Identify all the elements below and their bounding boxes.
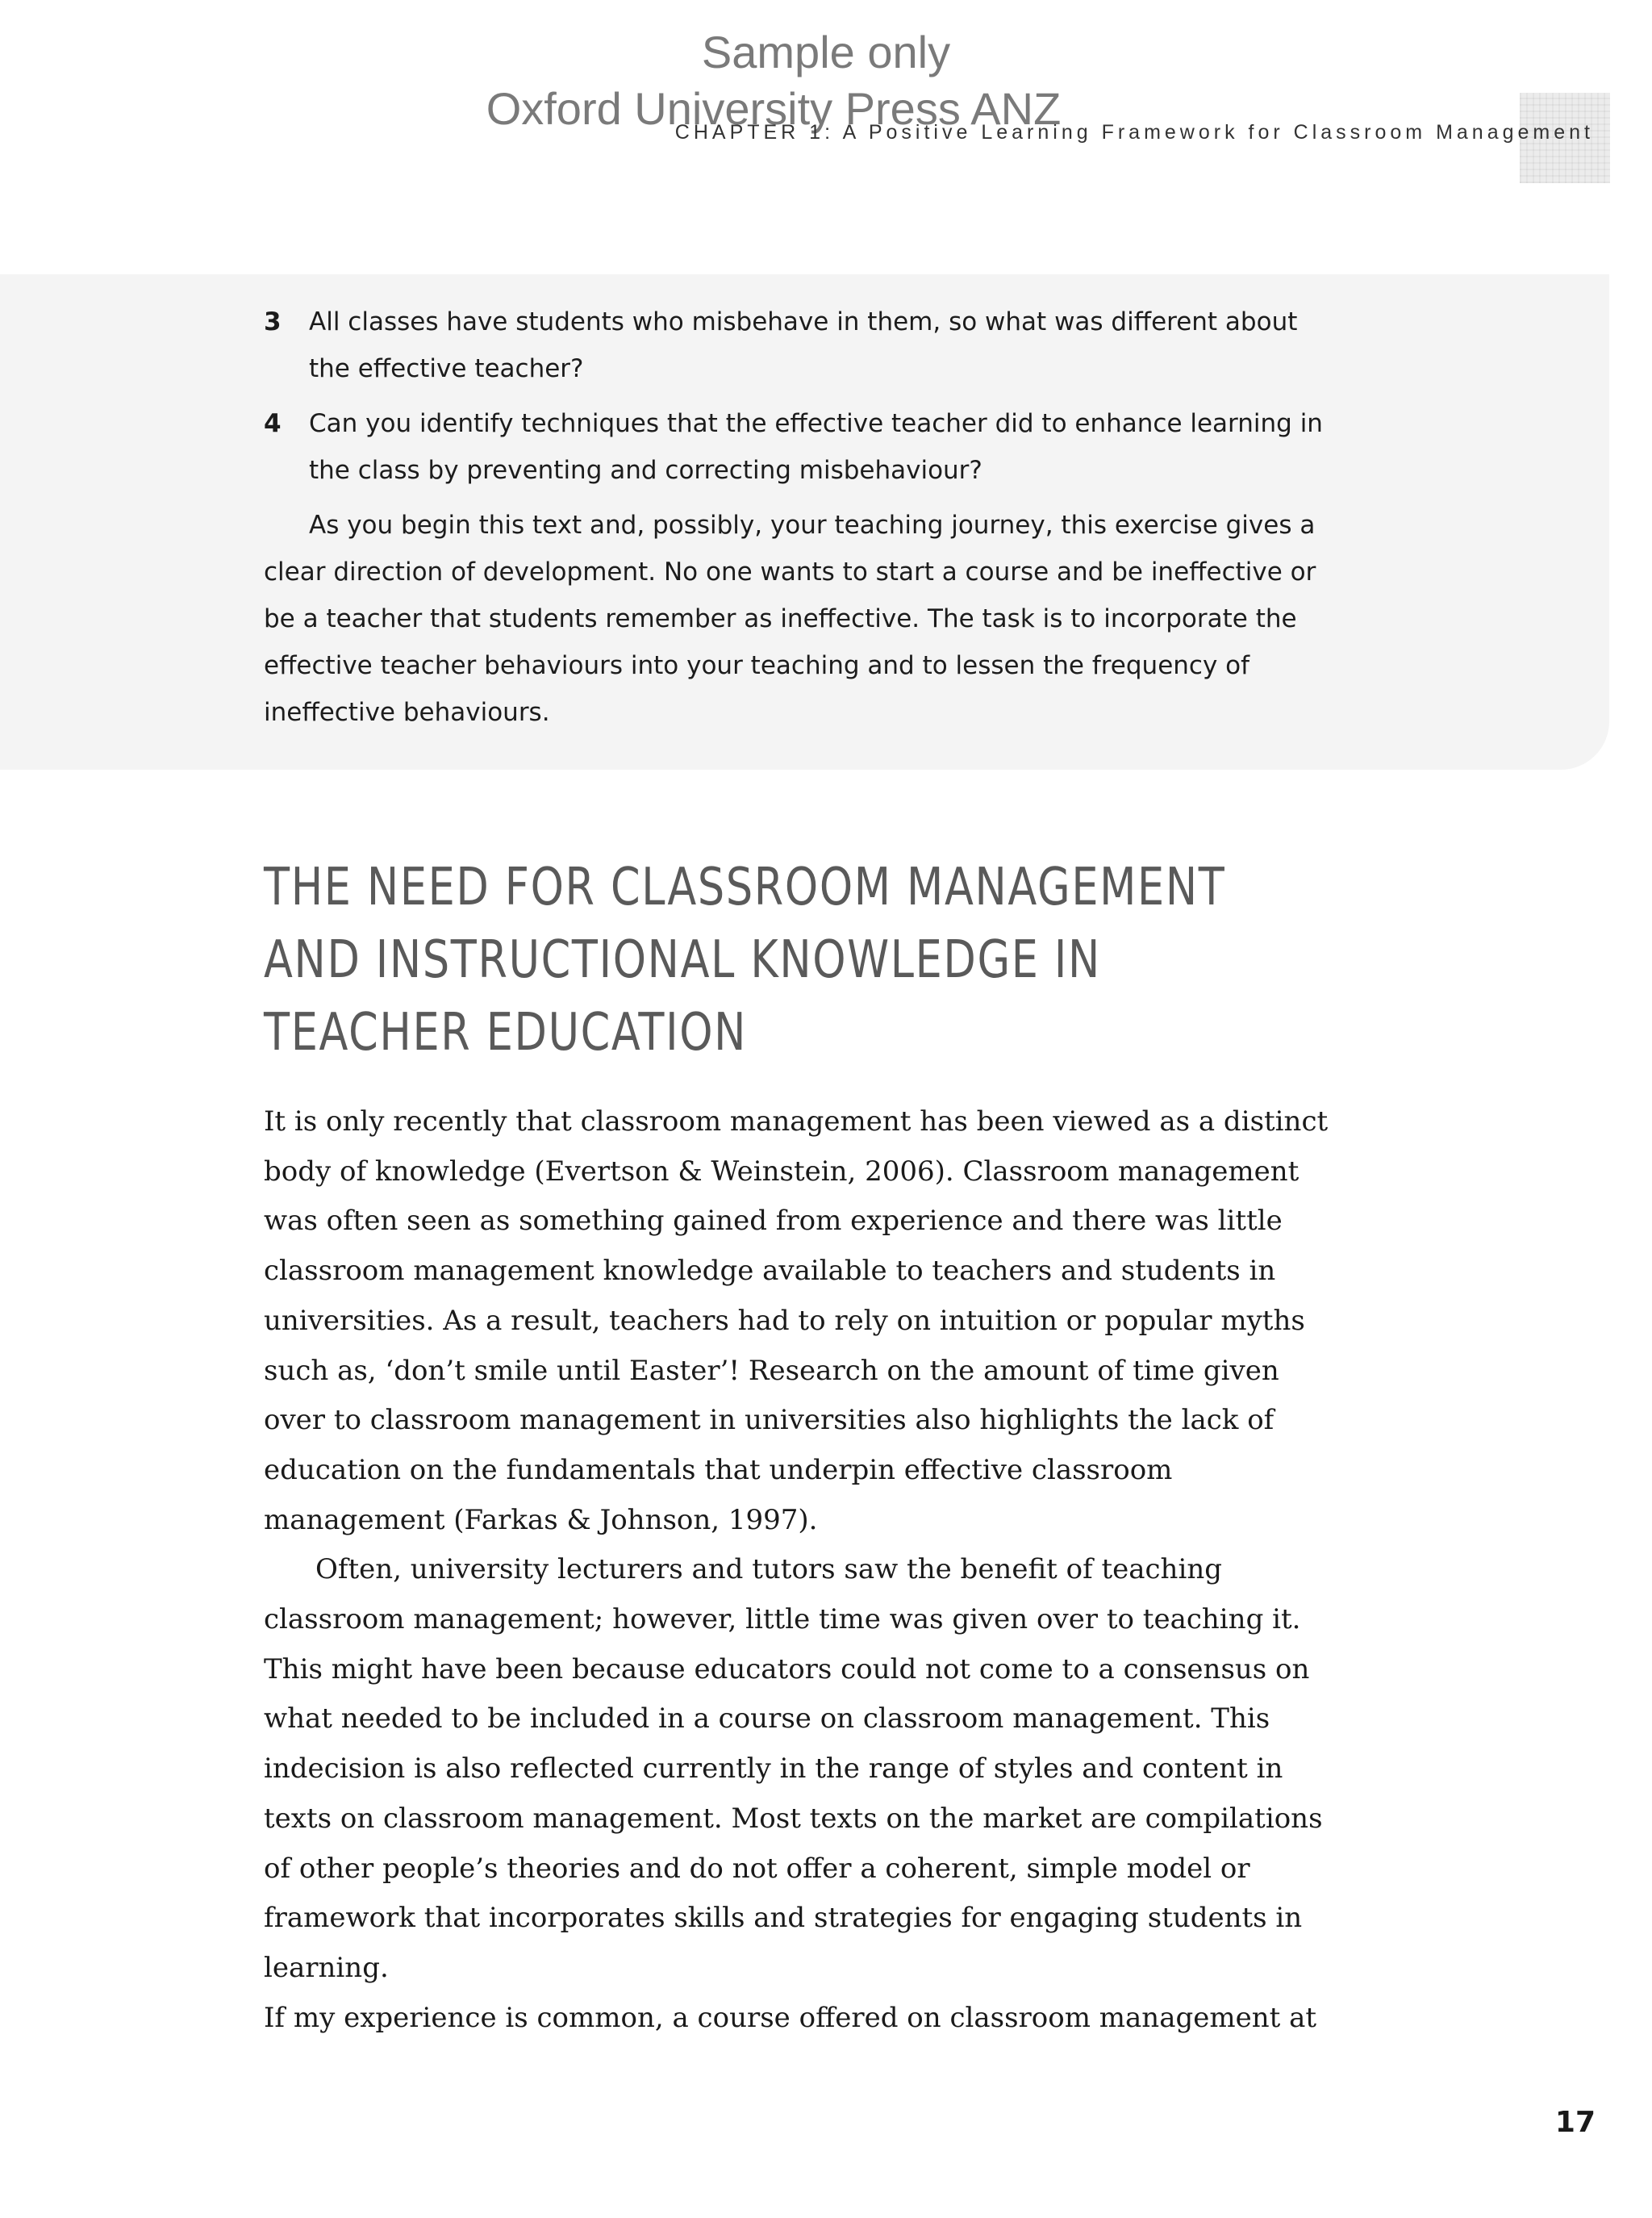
page-number: 17 xyxy=(1554,2106,1596,2139)
body-text xyxy=(264,1097,1337,2043)
watermark-line-1: Sample only xyxy=(701,27,951,77)
watermark-line-2: Oxford University Press ANZ xyxy=(486,83,1062,134)
question-text: Can you identify techniques that the effective teacher did to enhance learning in the class by preventing and correcting misbehaviour? xyxy=(309,409,1323,485)
question-text: All classes have students who misbehave in them, so what was different about the effective teacher? xyxy=(309,307,1298,383)
question-number: 3 xyxy=(264,307,282,336)
reflection-box xyxy=(264,299,1329,736)
question-number: 4 xyxy=(264,409,282,438)
section-heading-line-2: AND INSTRUCTIONAL KNOWLEDGE IN xyxy=(264,930,1101,990)
watermark xyxy=(0,24,1652,137)
body-paragraph-2: Often, university lecturers and tutors saw the benefit of teaching classroom management; however, little time was given over to teaching it. This might have been because educators could not come to a consensus on what needed to be included in a course on classroom management. This indecision is also reflected currently in the range of styles and content in texts on classroom management. Most texts on the market are compilations of other people’s theories and do not offer a coherent, simple model or framework that incorporates skills and strategies for engaging students in learning. xyxy=(264,1553,1323,1984)
section-heading-line-3: TEACHER EDUCATION xyxy=(264,1003,748,1063)
question-item-4 xyxy=(264,400,1329,494)
body-paragraph-1: It is only recently that classroom management has been viewed as a distinct body of knowledge (Evertson & Weinstein, 2006). Classroom management was often seen as something gained from experience and there was little classroom management knowledge available to teachers and students in universities. As a result, teachers had to rely on intuition or popular myths such as, ‘don’t smile until Easter’! Research on the amount of time given over to classroom management in universities also highlights the lack of education on the fundamentals that underpin effective classroom management (Farkas & Johnson, 1997). xyxy=(264,1105,1329,1536)
running-header: CHAPTER 1: A Positive Learning Framework for Classroom Management xyxy=(674,121,1594,144)
section-heading-line-1: THE NEED FOR CLASSROOM MANAGEMENT xyxy=(264,858,1226,917)
body-paragraph-3: If my experience is common, a course offered on classroom management at xyxy=(264,2001,1317,2034)
section-heading xyxy=(264,851,1256,1069)
box-paragraph: As you begin this text and, possibly, your teaching journey, this exercise gives a clear direction of development. No one wants to start a course and be ineffective or be a teacher that students remember as ineffective. The task is to incorporate the effective teacher behaviours into your teaching and to lessen the frequency of ineffective behaviours. xyxy=(264,511,1316,727)
question-item-3 xyxy=(264,299,1329,392)
